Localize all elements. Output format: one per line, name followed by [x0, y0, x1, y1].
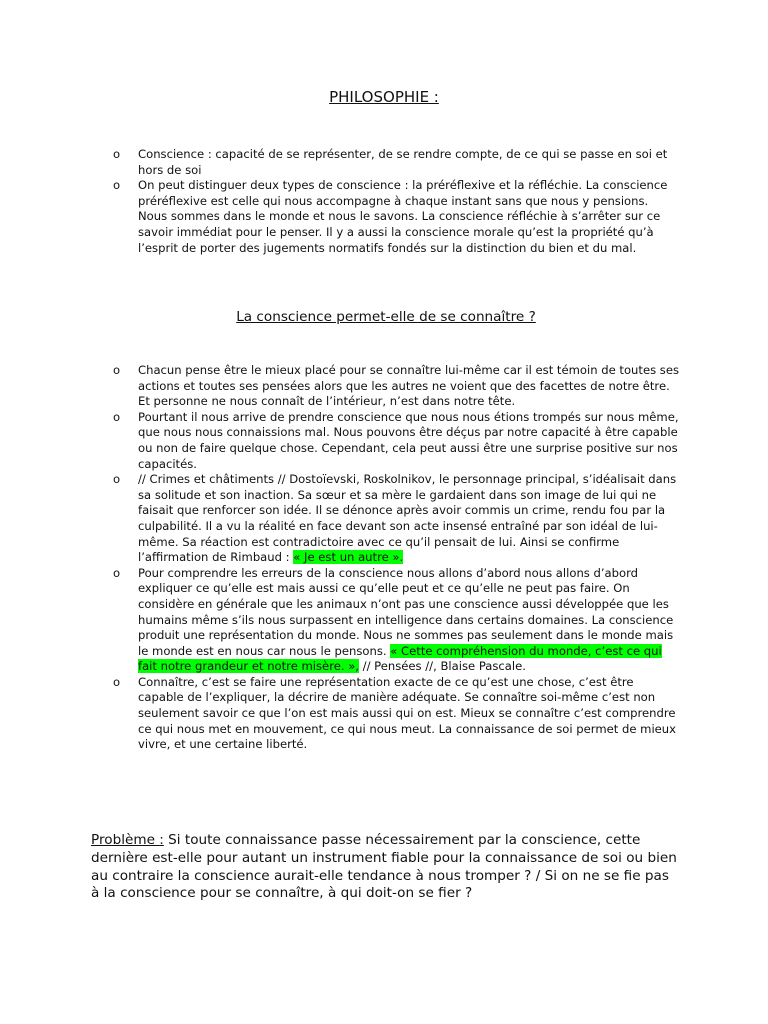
problem-statement [91, 832, 681, 903]
bullet-icon: o [113, 363, 121, 377]
list-item [110, 147, 680, 178]
bullet-icon: o [113, 472, 121, 487]
list-item-text: Pour comprendre les erreurs de la conscience nous allons d’abord nous allons d’abord expliquer ce qu’elle est mais aussi ce qu’elle peut et ce qu’elle ne peut pas faire. On considère en générale que les animaux n’ont pas une conscience aussi développée que les humains même s’ils nous surpassent en intelligence dans certains domaines. La conscience produit une représentation du monde. Nous ne sommes pas seulement dans le monde mais le monde est en nous car nous le pensons. [138, 565, 674, 658]
problem-label: Problème : [91, 832, 164, 848]
list-item-text: Pourtant il nous arrive de prendre conscience que nous nous étions trompés sur nous même, que nous nous connaissions mal. Nous pouvons être déçus par notre capacité à être capable ou non de faire quelque chose. Cependant, cela peut aussi être une surprise positive sur nos capacités. [138, 409, 679, 471]
list-item-text: Chacun pense être le mieux placé pour se connaître lui-même car il est témoin de toutes ses actions et toutes ses pensées alors que les autres ne voient que des facettes de notre être. Et personne ne nous connaît de l’intérieur, n’est dans notre tête. [138, 363, 680, 409]
page-title-text: PHILOSOPHIE : [329, 88, 439, 106]
list-item [110, 178, 680, 256]
highlighted-quote: « Je est un autre ». [293, 550, 404, 565]
page-title [0, 87, 768, 107]
bullet-icon: o [113, 565, 121, 580]
list-item [110, 363, 680, 410]
bullet-icon: o [113, 178, 121, 193]
bullet-icon: o [113, 409, 121, 424]
list-item-text: // Crimes et châtiments // Dostoïevski, Roskolnikov, le personnage principal, s’idéalisait dans sa solitude et son inaction. Sa sœur et sa mère le gardaient dans son image de lui qui ne faisait que renforcer son idée. Il se dénonce après avoir commis un crime, rendu fou par la culpabilité. Il a vu la réalité en face devant son acte insensé entraîné par son idéal de lui-même. Sa réaction est contradictoire avec ce qu’il pensait de lui. Ainsi se confirme l’affirmation de Rimbaud : [138, 472, 677, 565]
section-heading-text: La conscience permet-elle de se connaître ? [236, 309, 536, 325]
highlighted-quote: « Cette compréhension du monde, c’est ce qui fait notre grandeur et notre misère. », [138, 643, 662, 674]
list-item-text: Connaître, c’est se faire une représentation exacte de ce qu’est une chose, c’est être capable de l’expliquer, la décrire de manière adéquate. Se connaître soi-même c’est non seulement savoir ce que l’on est mais aussi qui on est. Mieux se connaître c’est comprendre ce qui nous met en mouvement, ce qui nous meut. La connaissance de soi permet de mieux vivre, et une certaine liberté. [138, 674, 677, 752]
list-item [110, 675, 680, 753]
list-item [110, 472, 680, 566]
section-heading [0, 308, 768, 326]
citation-text: // Pensées //, Blaise Pascale. [359, 659, 526, 674]
list-item-text: On peut distinguer deux types de conscience : la préréflexive et la réfléchie. La conscience préréflexive est celle qui nous accompagne à chaque instant sans que nous y pensions. Nous sommes dans le monde et nous le savons. La conscience réfléchie à s’arrêter sur ce savoir immédiat pour le penser. Il y a aussi la conscience morale qu’est la propriété qu’à l’esprit de porter des jugements normatifs fondés sur la distinction du bien et du mal. [138, 178, 668, 255]
problem-text: Si toute connaissance passe nécessairement par la conscience, cette dernière est-elle pour autant un instrument fiable pour la connaissance de soi ou bien au contraire la conscience aurait-elle tendance à nous tromper ? / Si on ne se fie pas à la conscience pour se connaître, à qui doit-on se fier ? [91, 832, 677, 902]
definitions-list [110, 147, 680, 256]
list-item-text: Conscience : capacité de se représenter, de se rendre compte, de ce qui se passe en soi et hors de soi [138, 147, 668, 177]
bullet-icon: o [113, 147, 121, 161]
list-item [110, 410, 680, 472]
list-item [110, 566, 680, 675]
bullet-icon: o [113, 674, 121, 689]
arguments-list [110, 363, 680, 753]
